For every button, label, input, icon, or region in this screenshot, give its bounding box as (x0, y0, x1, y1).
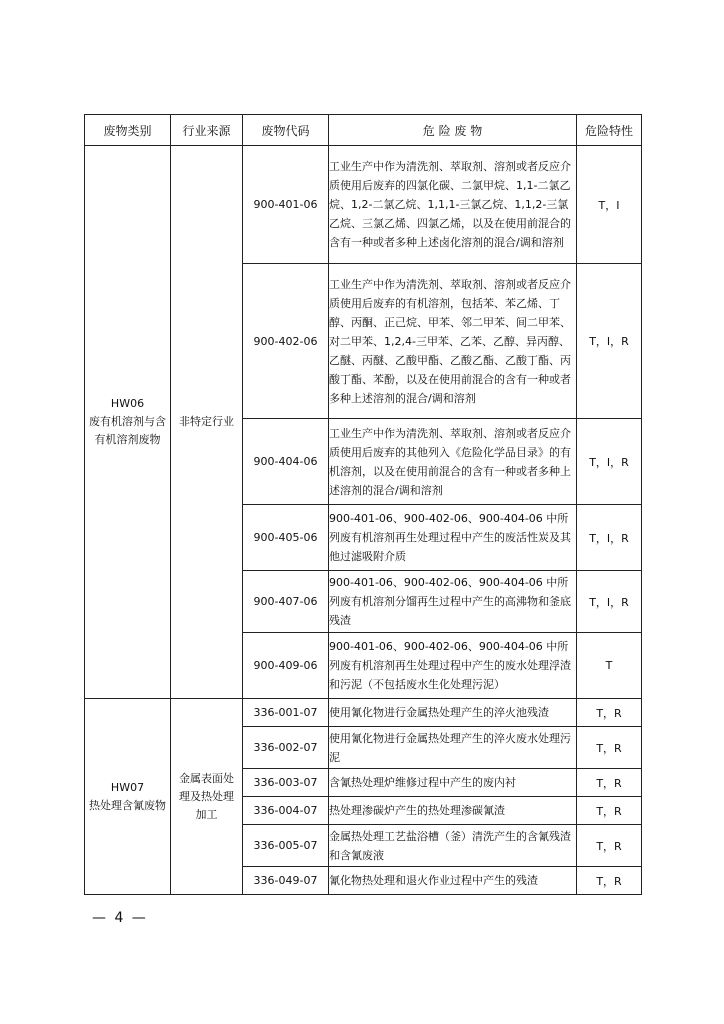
waste-description: 含氰热处理炉维修过程中产生的废内衬 (329, 769, 577, 797)
header-category: 废物类别 (85, 115, 171, 146)
header-property: 危险特性 (577, 115, 642, 146)
waste-code: 900-404-06 (243, 419, 329, 505)
source-cell (171, 699, 243, 895)
waste-code: 900-402-06 (243, 264, 329, 419)
waste-code: 336-003-07 (243, 769, 329, 797)
header-code: 废物代码 (243, 115, 329, 146)
table-row (85, 699, 642, 727)
hazardous-waste-table (84, 114, 642, 895)
risk-property: T，I，R (577, 505, 642, 571)
waste-description: 工业生产中作为清洗剂、萃取剂、溶剂或者反应介质使用后废弃的其他列入《危险化学品目录》的有机溶剂，以及在使用前混合的含有一种或者多种上述溶剂的混合/调和溶剂 (329, 419, 577, 505)
waste-description: 使用氰化物进行金属热处理产生的淬火废水处理污泥 (329, 727, 577, 769)
category-name: 热处理含氰废物 (89, 798, 166, 812)
source-text: 非特定行业 (179, 415, 234, 428)
waste-code: 900-405-06 (243, 505, 329, 571)
waste-code: 900-407-06 (243, 571, 329, 633)
source-text: 金属表面处理及热处理加工 (179, 771, 234, 821)
waste-description: 工业生产中作为清洗剂、萃取剂、溶剂或者反应介质使用后废弃的有机溶剂，包括苯、苯乙烯、丁醇、丙酮、正己烷、甲苯、邻二甲苯、间二甲苯、对二甲苯、1,2,4-三甲苯、乙苯、乙醇、异丙醇、乙醚、丙醚、乙酸甲酯、乙酸乙酯、乙酸丁酯、丙酸丁酯、苯酚，以及在使用前混合的含有一种或者多种上述溶剂的混合/调和溶剂 (329, 264, 577, 419)
waste-description: 900-401-06、900-402-06、900-404-06 中所列废有机溶剂分馏再生过程中产生的高沸物和釜底残渣 (329, 571, 577, 633)
waste-description: 900-401-06、900-402-06、900-404-06 中所列废有机溶剂再生处理过程中产生的废水处理浮渣和污泥（不包括废水生化处理污泥） (329, 633, 577, 699)
header-waste: 危 险 废 物 (329, 115, 577, 146)
category-code: HW06 (110, 397, 145, 410)
waste-description: 工业生产中作为清洗剂、萃取剂、溶剂或者反应介质使用后废弃的四氯化碳、二氯甲烷、1,1-二氯乙烷、1,2-二氯乙烷、1,1,1-三氯乙烷、1,1,2-三氯乙烷、三氯乙烯、四氯乙烯，以及在使用前混合的含有一种或者多种上述卤化溶剂的混合/调和溶剂 (329, 146, 577, 264)
waste-description: 900-401-06、900-402-06、900-404-06 中所列废有机溶剂再生处理过程中产生的废活性炭及其他过滤吸附介质 (329, 505, 577, 571)
risk-property: T，I，R (577, 264, 642, 419)
risk-property: T (577, 633, 642, 699)
risk-property: T，I，R (577, 419, 642, 505)
waste-code: 900-401-06 (243, 146, 329, 264)
header-source: 行业来源 (171, 115, 243, 146)
risk-property: T，I (577, 146, 642, 264)
risk-property: T，R (577, 699, 642, 727)
header-row (85, 115, 642, 146)
waste-description: 氰化物热处理和退火作业过程中产生的残渣 (329, 867, 577, 895)
waste-description: 使用氰化物进行金属热处理产生的淬火池残渣 (329, 699, 577, 727)
risk-property: T，R (577, 769, 642, 797)
source-cell (171, 146, 243, 699)
waste-code: 336-002-07 (243, 727, 329, 769)
risk-property: T，R (577, 867, 642, 895)
waste-code: 336-001-07 (243, 699, 329, 727)
page-number: — 4 — (92, 910, 148, 926)
risk-property: T，R (577, 797, 642, 825)
waste-description: 热处理渗碳炉产生的热处理渗碳氰渣 (329, 797, 577, 825)
category-cell (85, 146, 171, 699)
waste-code: 336-005-07 (243, 825, 329, 867)
waste-code: 336-049-07 (243, 867, 329, 895)
category-code: HW07 (110, 780, 145, 794)
risk-property: T，R (577, 825, 642, 867)
waste-code: 900-409-06 (243, 633, 329, 699)
risk-property: T，R (577, 727, 642, 769)
waste-description: 金属热处理工艺盐浴槽（釜）清洗产生的含氰残渣和含氰废液 (329, 825, 577, 867)
category-name: 废有机溶剂与含有机溶剂废物 (89, 415, 166, 446)
table-row (85, 146, 642, 264)
risk-property: T，I，R (577, 571, 642, 633)
category-cell (85, 699, 171, 895)
waste-code: 336-004-07 (243, 797, 329, 825)
